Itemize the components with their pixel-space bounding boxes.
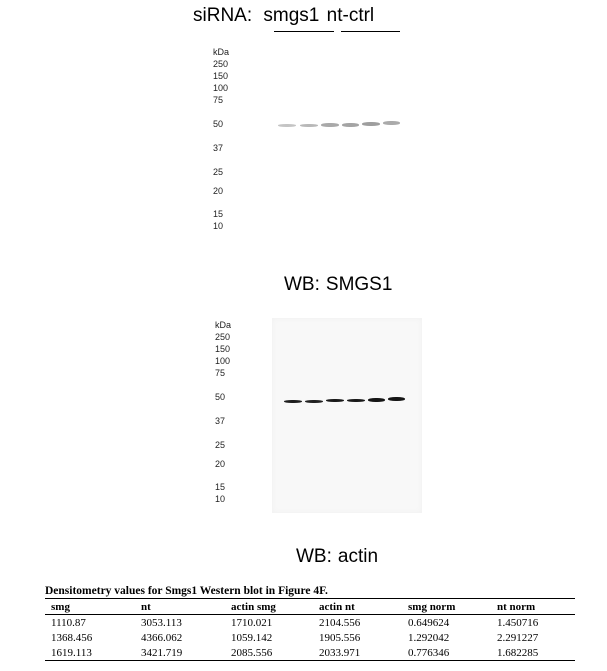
- table-cell: 3421.719: [135, 645, 225, 661]
- table-cell: 1619.113: [45, 645, 135, 661]
- table-cell: 1.450716: [497, 617, 539, 629]
- ladder-marker: 20: [215, 459, 226, 469]
- table-row: [45, 645, 575, 661]
- table-cell: 1.292042: [408, 632, 450, 644]
- group-label-smgs1: smgs1: [263, 5, 320, 26]
- blot-band: [347, 399, 365, 402]
- blot-band: [278, 124, 296, 127]
- blot-band: [388, 397, 405, 401]
- table-cell: 1368.456: [51, 632, 93, 644]
- ladder-marker: 25: [213, 167, 224, 177]
- group-underline-smgs1: [274, 31, 334, 32]
- western-blot-actin: [272, 318, 422, 513]
- wb-prefix: WB:: [296, 546, 332, 567]
- group-label-nt-ctrl: nt-ctrl: [326, 5, 375, 26]
- ladder-1: [213, 47, 243, 237]
- group-underline-nt-ctrl: [341, 31, 400, 32]
- ladder-marker: 150: [213, 71, 229, 81]
- table-cell: 1059.142: [231, 632, 273, 644]
- ladder-marker: 100: [213, 83, 229, 93]
- ladder-marker: 250: [213, 59, 229, 69]
- blot-band: [305, 400, 323, 403]
- table-cell: 2104.556: [319, 617, 361, 629]
- ladder-marker: 150: [215, 344, 231, 354]
- blot-band: [362, 122, 380, 126]
- ladder-marker: 15: [213, 209, 224, 219]
- table-cell: 0.649624: [408, 617, 450, 629]
- ladder-marker: 20: [213, 186, 224, 196]
- table-header-row: [45, 599, 575, 615]
- ladder-marker: 250: [215, 332, 231, 342]
- ladder-2: [215, 320, 245, 510]
- ladder-unit: kDa: [213, 47, 230, 57]
- wb-label-actin: [296, 546, 384, 568]
- blot-band: [284, 400, 302, 403]
- western-blot-smgs1: [270, 60, 405, 240]
- table-row: [45, 615, 575, 631]
- ladder-unit: kDa: [215, 320, 232, 330]
- ladder-marker: 37: [215, 416, 226, 426]
- table-title: Densitometry values for Smgs1 Western blot in Figure 4F.: [45, 585, 328, 597]
- blot-band: [326, 399, 344, 402]
- table-cell: 2085.556: [225, 645, 313, 661]
- blot-band: [300, 124, 318, 127]
- column-header: nt norm: [491, 599, 575, 615]
- table-cell: 2.291227: [497, 632, 539, 644]
- ladder-marker: 37: [213, 143, 224, 153]
- blot-band: [383, 121, 400, 125]
- table-cell: 0.776346: [402, 645, 491, 661]
- wb-label-smgs1: [284, 274, 398, 296]
- column-header: smg: [45, 599, 135, 615]
- ladder-marker: 50: [215, 392, 226, 402]
- table-cell: 1110.87: [51, 617, 86, 629]
- ladder-marker: 25: [215, 440, 226, 450]
- column-header: smg norm: [402, 599, 491, 615]
- ladder-marker: 10: [213, 221, 224, 231]
- table-row: [45, 630, 575, 645]
- table-cell: 1905.556: [319, 632, 361, 644]
- table-cell: 1710.021: [231, 617, 273, 629]
- blot-band: [368, 398, 385, 402]
- wb-target: SMGS1: [325, 274, 393, 295]
- sirna-header: [193, 5, 380, 27]
- blot-band: [342, 123, 359, 127]
- column-header: actin smg: [225, 599, 313, 615]
- column-header: actin nt: [313, 599, 402, 615]
- table-cell: 4366.062: [141, 632, 183, 644]
- ladder-marker: 100: [215, 356, 231, 366]
- ladder-marker: 75: [213, 95, 224, 105]
- ladder-marker: 10: [215, 494, 226, 504]
- densitometry-table: [45, 598, 575, 661]
- table-cell: 1.682285: [491, 645, 575, 661]
- table-cell: 3053.113: [141, 617, 182, 629]
- ladder-marker: 50: [213, 119, 224, 129]
- blot-band: [321, 123, 339, 127]
- column-header: nt: [135, 599, 225, 615]
- ladder-marker: 75: [215, 368, 226, 378]
- ladder-marker: 15: [215, 482, 226, 492]
- sirna-label: siRNA:: [193, 5, 253, 26]
- wb-prefix: WB:: [284, 274, 320, 295]
- table-cell: 2033.971: [313, 645, 402, 661]
- wb-target: actin: [337, 546, 379, 567]
